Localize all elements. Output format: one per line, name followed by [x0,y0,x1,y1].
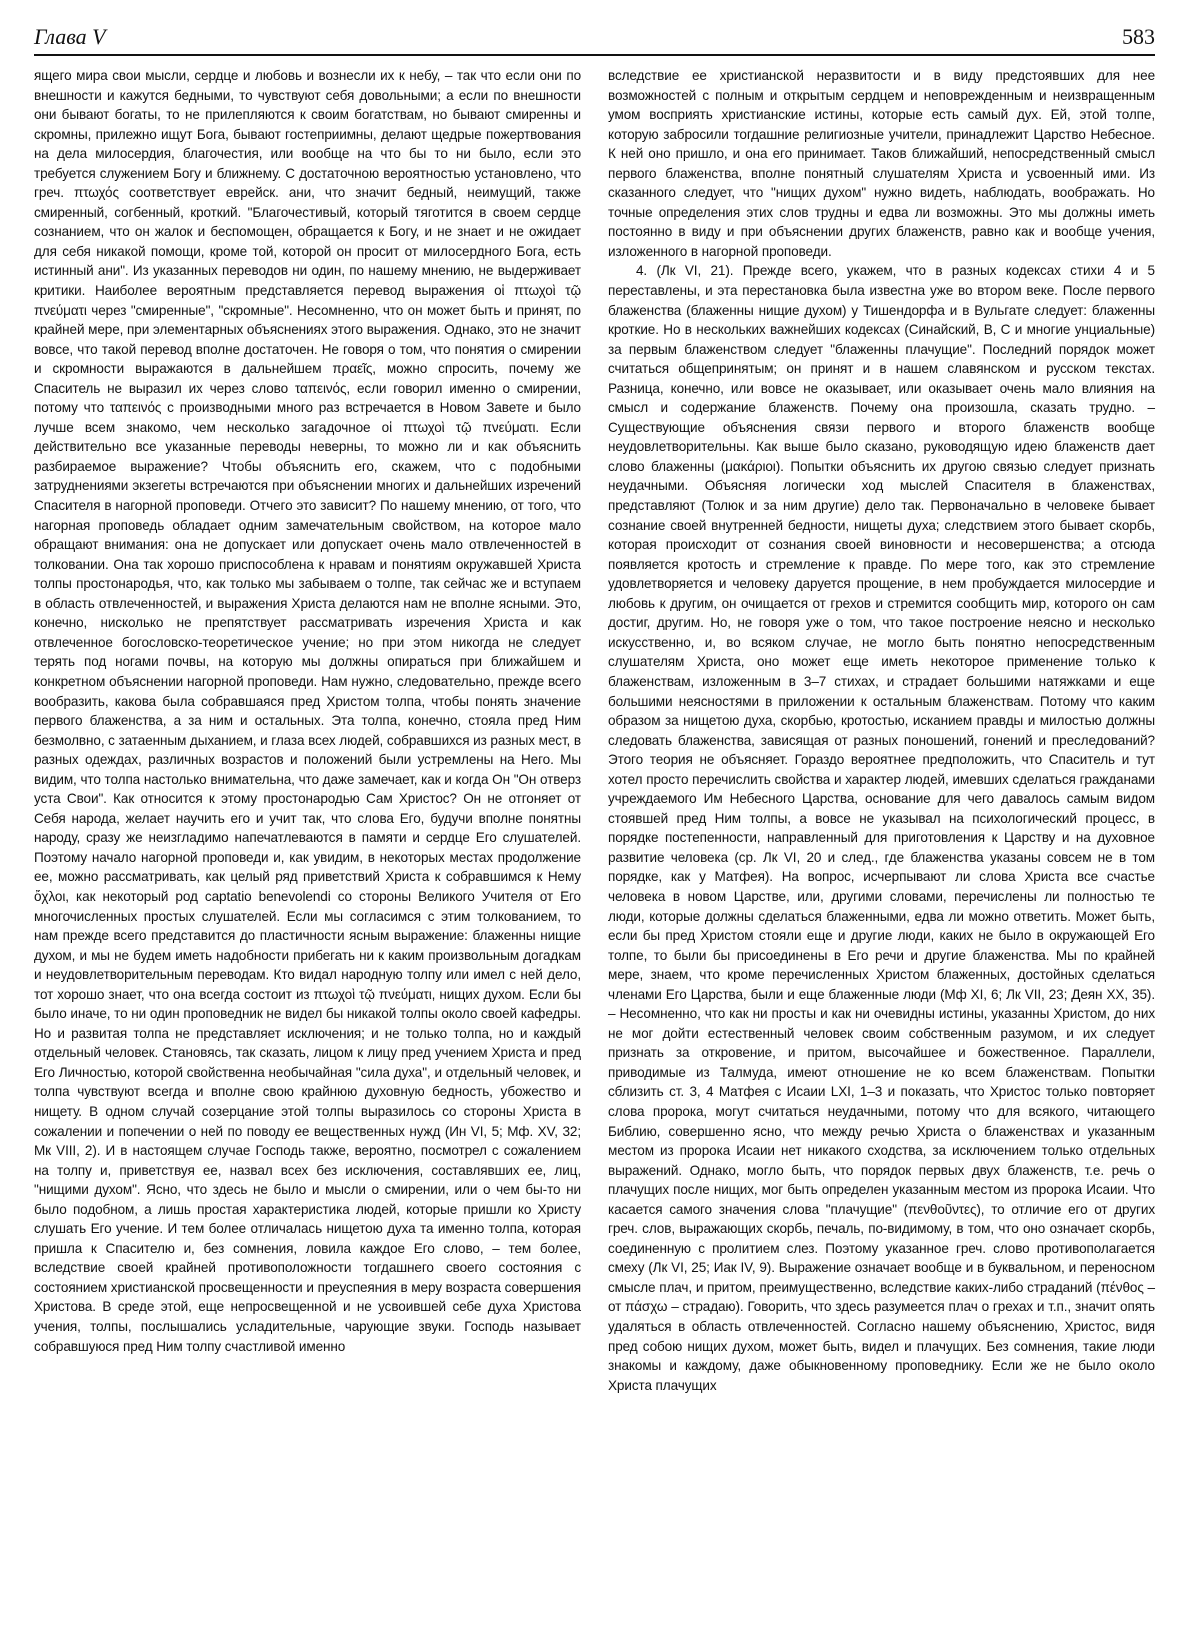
running-head [34,22,1155,56]
left-column [34,66,581,1395]
left-paragraph-1: ящего мира свои мысли, сердце и любовь и вознесли их к небу, – так что если они по внешности и кажутся бедными, то чувствуют себя довольными; а если по внешности они бывают богаты, то не прилепляются к своим богатствам, но бывают смиренны и скромны, прилежно ищут Бога, бывают гостеприимны, делают щедрые пожертвования на дела милосердия, благочестия, или вообще на что бы то ни было, если это требуется служением Богу и ближнему. С достаточною вероятностью установлено, что греч. πτωχός соответствует еврейск. ани, что значит бедный, неимущий, также смиренный, согбенный, кроткий. "Благочестивый, который тяготится в своем сердце сознанием, что он жалок и беспомощен, обращается к Богу, и не знает и не ожидает для себя никакой помощи, кроме той, которой он просит от милосердного Бога, есть истинный ани". Из указанных переводов ни один, по нашему мнению, не выдерживает критики. Наиболее вероятным представляется перевод выражения οἱ πτωχοὶ τῷ πνεύματι через "смиренные", "скромные". Несомненно, что он может быть и принят, по крайней мере, при элементарных объяснениях этого выражения. Однако, это не значит вовсе, что такой перевод вполне достаточен. Не говоря о том, что понятия о смирении и скромности выражаются в дальнейшем πραεῖς, можно спросить, почему же Спаситель не выразил их через слово ταπεινός, если говорил именно о смирении, потому что ταπεινός с производными много раз встречается в Новом Завете и было лучше всем знакомо, чем несколько загадочное οἱ πτωχοὶ τῷ πνεύματι. Если действительно все указанные переводы неверны, то можно ли и как объяснить разбираемое выражение? Чтобы объяснить его, скажем, что с подобными затруднениями экзегеты встречаются при объяснении многих и дальнейших изречений Спасителя в нагорной проповеди. Отчего это зависит? По нашему мнению, от того, что нагорная проповедь обладает одним замечательным свойством, на которое мало обращают внимания: она не допускает или допускает очень мало отвлеченностей в толковании. Она так хорошо приспособлена к нравам и понятиям окружавшей Христа толпы простонародья, что, как только мы забываем о толпе, так сейчас же и вступаем в область отвлеченностей, и выражения Христа делаются нам не вполне ясными. Это, конечно, нисколько не препятствует рассматривать изречения Христа и как отвлеченное богословско-теоретическое учение; но при этом никогда не следует терять под ногами почвы, на которую мы должны опираться при ближайшем и конкретном объяснении нагорной проповеди. Нам нужно, следовательно, прежде всего вообразить, какова была собравшаяся пред Христом толпа, чтобы понять значение первого блаженства, а за ним и остальных. Эта толпа, конечно, стояла пред Ним безмолвно, с затаенным дыханием, и глаза всех людей, собравшихся из разных мест, в разных одеждах, различных возрастов и положений были устремлены на Него. Мы видим, что толпа настолько внимательна, что даже замечает, как и когда Он "Он отверз уста Свои". Как относится к этому простонародью Сам Христос? Он не отгоняет от Себя народа, желает научить его и учит так, что слова Его, будучи вполне понятны народу, сразу же неизгладимо напечатлеваются в памяти и сердце Его слушателей. Поэтому начало нагорной проповеди и, как увидим, в некоторых местах продолжение ее, можно рассматривать, как целый ряд приветствий Христа к собравшимся к Нему ὄχλοι, как некоторый род captatio benevolendi со стороны Великого Учителя от Его многочисленных простых слушателей. Если мы согласимся с этим толкованием, то нам прежде всего представится до пластичности ясным выражение: блаженны нищие духом, и мы не будем иметь надобности прибегать ни к каким произвольным догадкам и неудовлетворительным переводам. Кто видал народную толпу или имел с ней дело, тот хорошо знает, что она всегда состоит из πτωχοὶ τῷ πνεύματι, нищих духом. Если бы было иначе, то ни один проповедник не видел бы никакой толпы около своей кафедры. Но и развитая толпа не представляет исключения; и не только толпа, но и каждый отдельный человек. Становясь, так сказать, лицом к лицу пред учением Христа и пред Его Личностью, которой свойственна необычайная "сила духа", и отдельный человек, и толпа чувствуют всегда и вполне свою крайнюю духовную бедность, убожество и нищету. В одном случай созерцание этой толпы выразилось со стороны Христа в сожалении и попечении о ней по поводу ее вещественных нужд (Ин VI, 5; Мф. XV, 32; Мк VIII, 2). И в настоящем случае Господь также, вероятно, посмотрел с сожалением на толпу и, приветствуя ее, назвал всех без исключения, составлявших ее, лиц, "нищими духом". Ясно, что здесь не было и мысли о смирении, или о чем бы-то ни было подобном, а лишь простая характеристика людей, которые пришли ко Христу слушать Его учение. И тем более отличалась нищетою духа та именно толпа, которая пришла к Спасителю и, без сомнения, ловила каждое Его слово, – тем более, вследствие своей крайней противоположности тогдашнего своего состояния с состоянием христианской просвещенности и преуспеяния в меру возраста совершения Христова. В среде этой, еще непросвещенной и не усвоившей себе духа Христова учения, толпы, послышались усладительные, чарующие звуки. Господь называет собравшуюся пред Ним толпу счастливой именно [34,68,581,1354]
page-number: 583 [1122,24,1155,49]
right-column [608,66,1155,1395]
right-paragraph-1: вследствие ее христианской неразвитости и в виду предстоявших для нее возможностей с полным и открытым сердцем и неповрежденным и неизвращенным умом восприять христианские истины, которые есть самый дух. Ей, этой толпе, которую забросили тогдашние религиозные учители, принадлежит Царство Небесное. К ней оно пришло, и она его принимает. Таков ближайший, непосредственный смысл первого блаженства, вполне понятный слушателям Христа и усвоенный ими. Из сказанного следует, что "нищих духом" нужно видеть, наблюдать, воображать. Но точные определения этих слов трудны и едва ли возможны. Это мы должны иметь постоянно в виду и при объяснении других блаженств, равно как и вообще учения, изложенного в нагорной проповеди. [608,68,1155,259]
right-paragraph-2: 4. (Лк VI, 21). Прежде всего, укажем, что в разных кодексах стихи 4 и 5 переставлены, и эта перестановка была известна уже во втором веке. После первого блаженства (блаженны нищие духом) у Тишендорфа и в Вульгате следует: блаженны кроткие. Но в нескольких важнейших кодексах (Синайский, B, C и многие унциальные) за первым блаженством следует "блаженны плачущие". Последний порядок может считаться общепринятым; он принят и в нашем славянском и русском текстах. Разница, конечно, или вовсе не оказывает, или оказывает очень мало влияния на смысл и содержание блаженств. Почему она произошла, сказать трудно. – Существующие объяснения связи первого и второго блаженств вообще неудовлетворительны. Как выше было сказано, руководящую идею блаженств дает слово блаженны (μακάριοι). Попытки объяснить их другою связью следует признать неудачными. Объясняя логически ход мыслей Спасителя в блаженствах, представляют (Толюк и за ним другие) дело так. Первоначально в человеке бывает сознание своей внутренней бедности, нищеты духа; следствием этого бывает скорбь, которая происходит от сознания своей виновности и несовершенства; а отсюда появляется кротость и стремление к правде. По мере того, как это стремление удовлетворяется и человеку даруется прощение, в нем пробуждается милосердие и любовь к другим, он очищается от грехов и стремится сообщить мир, которого он сам достиг, другим. Но, не говоря уже о том, что такое построение неясно и несколько искусственно, и, во всяком случае, не могло быть понятно непосредственным слушателям Христа, оно может еще иметь некоторое применение только к блаженствам, изложенным в 3–7 стихах, и страдает большими натяжками и еще большими неясностями в приложении к остальным блаженствам. Потому что каким образом за нищетою духа, скорбью, кротостью, исканием правды и милостью должны следовать блаженства, зависящая от разных поношений, гонений и преследований? Этого теория не объясняет. Гораздо вероятнее предположить, что Спаситель и тут хотел просто перечислить свойства и характер людей, имевших сделаться гражданами учреждаемого Им Небесного Царства, основание для чего давалось самым видом стоявшей пред Ним толпы, а вовсе не указывал на психологический процесс, в порядке постепенности, направленный для приготовления к Царству и на духовное развитие человека (ср. Лк VI, 20 и след., где блаженства указаны совсем не в том порядке, как у Матфея). На вопрос, исчерпывают ли слова Христа все счастье человека в новом Царстве, или, другими словами, перечислены ли полностью те люди, которые должны сделаться блаженными, едва ли можно ответить. Может быть, если бы пред Христом стояли еще и другие люди, каких не было в окружающей Его толпе, то были бы присоединены в Его речи и другие блаженства. Мы по крайней мере, знаем, что кроме перечисленных Христом блаженных, достойных сделаться членами Его Царства, были и еще блаженные люди (Мф XI, 6; Лк VII, 23; Деян XX, 35). – Несомненно, что как ни просты и как ни очевидны истины, указанны Христом, до них не мог дойти естественный человек своим собственным разумом, и их следует признать за откровение, и притом, высочайшее и божественное. Параллели, приводимые из Талмуда, имеют отношение не ко всем блаженствам. Попытки сблизить ст. 3, 4 Матфея с Исаии LXI, 1–3 и показать, что Христос только повторяет слова пророка, могут считаться неудачными, потому что для всякого, читающего Библию, совершенно ясно, что между речью Христа о блаженствах и указанным местом из пророка Исаии нет никакого сходства, за исключением только отдельных выражений. Однако, могло быть, что порядок первых двух блаженств, т.е. речь о плачущих после нищих, мог быть определен указанным местом из пророка Исаии. Что касается самого значения слова "плачущие" (πενθοῦντες), то отличие его от других греч. слов, выражающих скорбь, печаль, по-видимому, в том, что оно означает скорбь, соединенную с пролитием слез. Поэтому указанное греч. слово противополагается смеху (Лк VI, 25; Иак IV, 9). Выражение означает вообще и в буквальном, и переносном смысле плач, и притом, преимущественно, вследствие каких-либо страданий (πένθος – от πάσχω – страдаю). Говорить, что здесь разумеется плач о грехах и т.п., значит опять удаляться в область отвлеченностей. Согласно нашему объяснению, Христос, видя пред собою нищих духом, может быть, видел и плачущих. Без сомнения, такие люди знакомы и каждому, даже обыкновенному проповеднику. Если же не было около Христа плачущих [608,263,1155,1393]
chapter-title: Глава V [34,24,106,49]
text-columns [34,66,1155,1395]
